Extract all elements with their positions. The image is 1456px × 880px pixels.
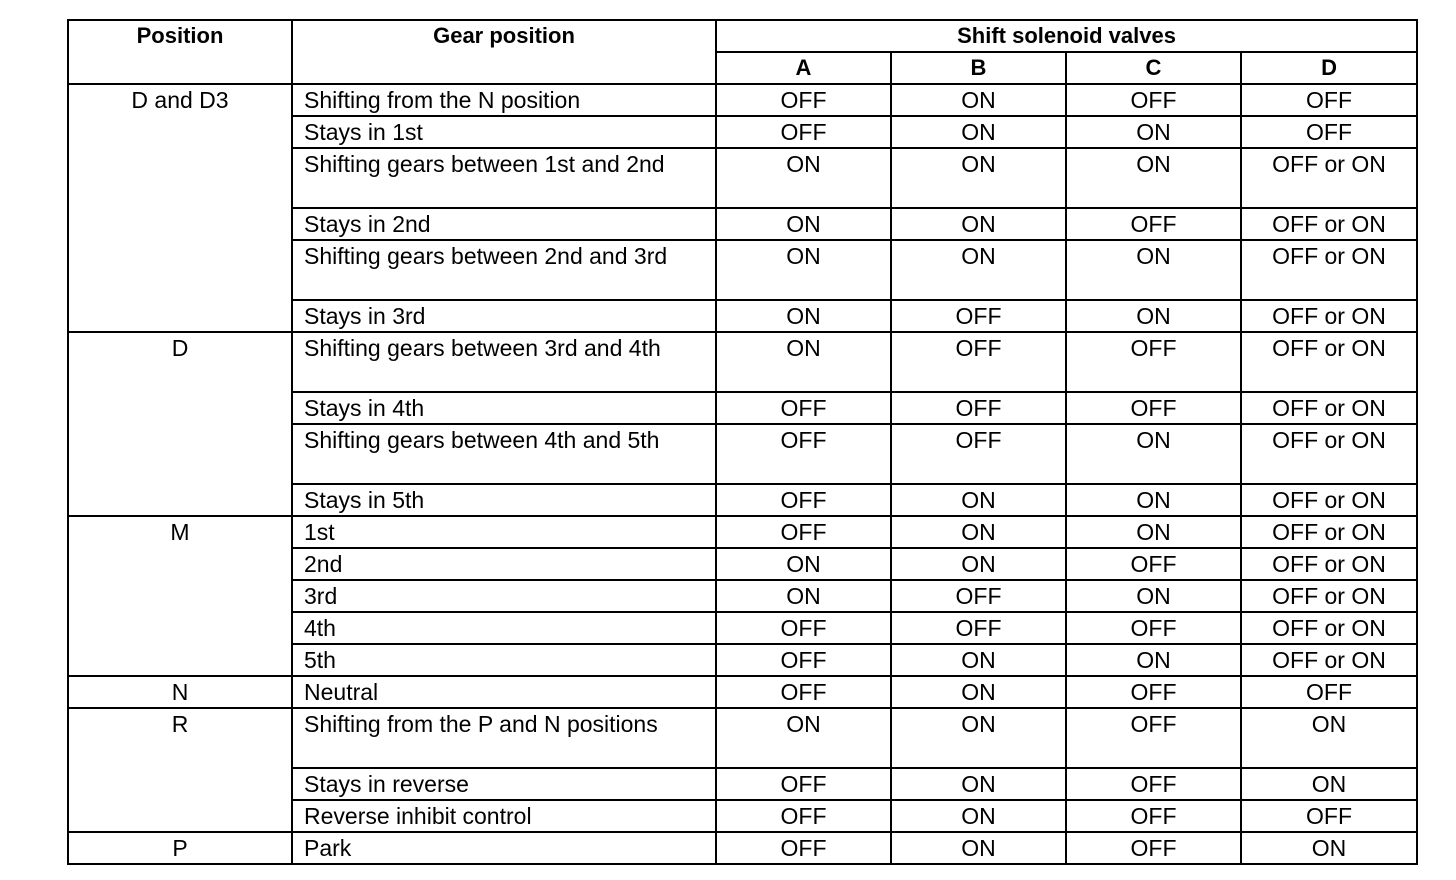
table-header xyxy=(68,20,1417,84)
valve-b-cell: OFF xyxy=(891,612,1066,644)
valve-b-cell: ON xyxy=(891,832,1066,864)
valve-b-cell: ON xyxy=(891,548,1066,580)
valve-c-cell: OFF xyxy=(1066,676,1241,708)
valve-d-cell: OFF or ON xyxy=(1241,548,1417,580)
valve-b-cell: OFF xyxy=(891,424,1066,484)
valve-a-cell: OFF xyxy=(716,612,891,644)
valve-a-cell: ON xyxy=(716,548,891,580)
gear-position-cell: Shifting gears between 2nd and 3rd xyxy=(292,240,716,300)
table-row xyxy=(68,84,1417,116)
position-cell: M xyxy=(68,516,292,676)
valve-c-cell: ON xyxy=(1066,300,1241,332)
valve-c-cell: ON xyxy=(1066,484,1241,516)
gear-position-cell: Shifting from the N position xyxy=(292,84,716,116)
valve-d-cell: OFF or ON xyxy=(1241,240,1417,300)
gear-position-cell: Shifting from the P and N positions xyxy=(292,708,716,768)
valve-c-cell: OFF xyxy=(1066,84,1241,116)
header-gear-position: Gear position xyxy=(292,20,716,84)
position-cell: N xyxy=(68,676,292,708)
position-cell: D and D3 xyxy=(68,84,292,332)
gear-position-cell: Neutral xyxy=(292,676,716,708)
valve-d-cell: ON xyxy=(1241,832,1417,864)
valve-b-cell: ON xyxy=(891,84,1066,116)
valve-b-cell: OFF xyxy=(891,332,1066,392)
valve-a-cell: ON xyxy=(716,580,891,612)
valve-d-cell: ON xyxy=(1241,768,1417,800)
gear-position-cell: 5th xyxy=(292,644,716,676)
gear-position-cell: 4th xyxy=(292,612,716,644)
valve-b-cell: ON xyxy=(891,644,1066,676)
valve-c-cell: OFF xyxy=(1066,768,1241,800)
valve-a-cell: OFF xyxy=(716,832,891,864)
valve-d-cell: OFF or ON xyxy=(1241,300,1417,332)
shift-solenoid-table xyxy=(67,19,1418,865)
valve-b-cell: ON xyxy=(891,800,1066,832)
valve-d-cell: OFF or ON xyxy=(1241,424,1417,484)
valve-c-cell: OFF xyxy=(1066,800,1241,832)
gear-position-cell: Reverse inhibit control xyxy=(292,800,716,832)
valve-b-cell: ON xyxy=(891,240,1066,300)
valve-a-cell: ON xyxy=(716,300,891,332)
valve-b-cell: ON xyxy=(891,708,1066,768)
valve-d-cell: ON xyxy=(1241,708,1417,768)
valve-a-cell: OFF xyxy=(716,516,891,548)
valve-c-cell: ON xyxy=(1066,580,1241,612)
valve-a-cell: ON xyxy=(716,708,891,768)
gear-position-cell: 3rd xyxy=(292,580,716,612)
valve-d-cell: OFF xyxy=(1241,116,1417,148)
header-solenoid-group: Shift solenoid valves xyxy=(716,20,1417,52)
gear-position-cell: 1st xyxy=(292,516,716,548)
valve-d-cell: OFF xyxy=(1241,800,1417,832)
valve-b-cell: ON xyxy=(891,516,1066,548)
gear-position-cell: Stays in 4th xyxy=(292,392,716,424)
valve-d-cell: OFF or ON xyxy=(1241,332,1417,392)
valve-c-cell: ON xyxy=(1066,116,1241,148)
valve-c-cell: OFF xyxy=(1066,548,1241,580)
header-valve-c: C xyxy=(1066,52,1241,84)
valve-a-cell: OFF xyxy=(716,84,891,116)
valve-d-cell: OFF or ON xyxy=(1241,484,1417,516)
valve-d-cell: OFF or ON xyxy=(1241,516,1417,548)
valve-c-cell: ON xyxy=(1066,644,1241,676)
valve-c-cell: OFF xyxy=(1066,612,1241,644)
table-row xyxy=(68,708,1417,768)
table-row xyxy=(68,516,1417,548)
gear-position-cell: Stays in 1st xyxy=(292,116,716,148)
position-cell: R xyxy=(68,708,292,832)
gear-position-cell: Shifting gears between 1st and 2nd xyxy=(292,148,716,208)
gear-position-cell: Stays in 2nd xyxy=(292,208,716,240)
header-valve-b: B xyxy=(891,52,1066,84)
gear-position-cell: Stays in 3rd xyxy=(292,300,716,332)
valve-c-cell: OFF xyxy=(1066,208,1241,240)
valve-b-cell: OFF xyxy=(891,580,1066,612)
valve-c-cell: OFF xyxy=(1066,332,1241,392)
valve-b-cell: ON xyxy=(891,148,1066,208)
header-valve-a: A xyxy=(716,52,891,84)
valve-b-cell: ON xyxy=(891,208,1066,240)
gear-position-cell: Stays in reverse xyxy=(292,768,716,800)
valve-b-cell: ON xyxy=(891,676,1066,708)
valve-a-cell: OFF xyxy=(716,800,891,832)
valve-c-cell: ON xyxy=(1066,516,1241,548)
valve-a-cell: OFF xyxy=(716,644,891,676)
valve-a-cell: OFF xyxy=(716,392,891,424)
gear-position-cell: Park xyxy=(292,832,716,864)
valve-a-cell: ON xyxy=(716,208,891,240)
valve-c-cell: OFF xyxy=(1066,708,1241,768)
gear-position-cell: Shifting gears between 3rd and 4th xyxy=(292,332,716,392)
table-row xyxy=(68,332,1417,392)
valve-d-cell: OFF or ON xyxy=(1241,612,1417,644)
valve-a-cell: ON xyxy=(716,240,891,300)
valve-a-cell: ON xyxy=(716,332,891,392)
position-cell: D xyxy=(68,332,292,516)
valve-c-cell: ON xyxy=(1066,240,1241,300)
valve-b-cell: OFF xyxy=(891,300,1066,332)
header-position: Position xyxy=(68,20,292,84)
valve-a-cell: OFF xyxy=(716,116,891,148)
valve-d-cell: OFF or ON xyxy=(1241,644,1417,676)
gear-position-cell: 2nd xyxy=(292,548,716,580)
table-row xyxy=(68,832,1417,864)
valve-c-cell: OFF xyxy=(1066,392,1241,424)
valve-d-cell: OFF or ON xyxy=(1241,580,1417,612)
valve-b-cell: ON xyxy=(891,484,1066,516)
valve-a-cell: OFF xyxy=(716,484,891,516)
valve-d-cell: OFF or ON xyxy=(1241,208,1417,240)
valve-c-cell: ON xyxy=(1066,148,1241,208)
valve-a-cell: OFF xyxy=(716,424,891,484)
valve-b-cell: OFF xyxy=(891,392,1066,424)
valve-b-cell: ON xyxy=(891,768,1066,800)
valve-c-cell: ON xyxy=(1066,424,1241,484)
table-row xyxy=(68,676,1417,708)
valve-d-cell: OFF or ON xyxy=(1241,148,1417,208)
table-body xyxy=(68,84,1417,864)
valve-d-cell: OFF xyxy=(1241,84,1417,116)
position-cell: P xyxy=(68,832,292,864)
gear-position-cell: Stays in 5th xyxy=(292,484,716,516)
valve-d-cell: OFF or ON xyxy=(1241,392,1417,424)
valve-b-cell: ON xyxy=(891,116,1066,148)
valve-c-cell: OFF xyxy=(1066,832,1241,864)
valve-d-cell: OFF xyxy=(1241,676,1417,708)
valve-a-cell: OFF xyxy=(716,768,891,800)
header-valve-d: D xyxy=(1241,52,1417,84)
valve-a-cell: OFF xyxy=(716,676,891,708)
gear-position-cell: Shifting gears between 4th and 5th xyxy=(292,424,716,484)
valve-a-cell: ON xyxy=(716,148,891,208)
